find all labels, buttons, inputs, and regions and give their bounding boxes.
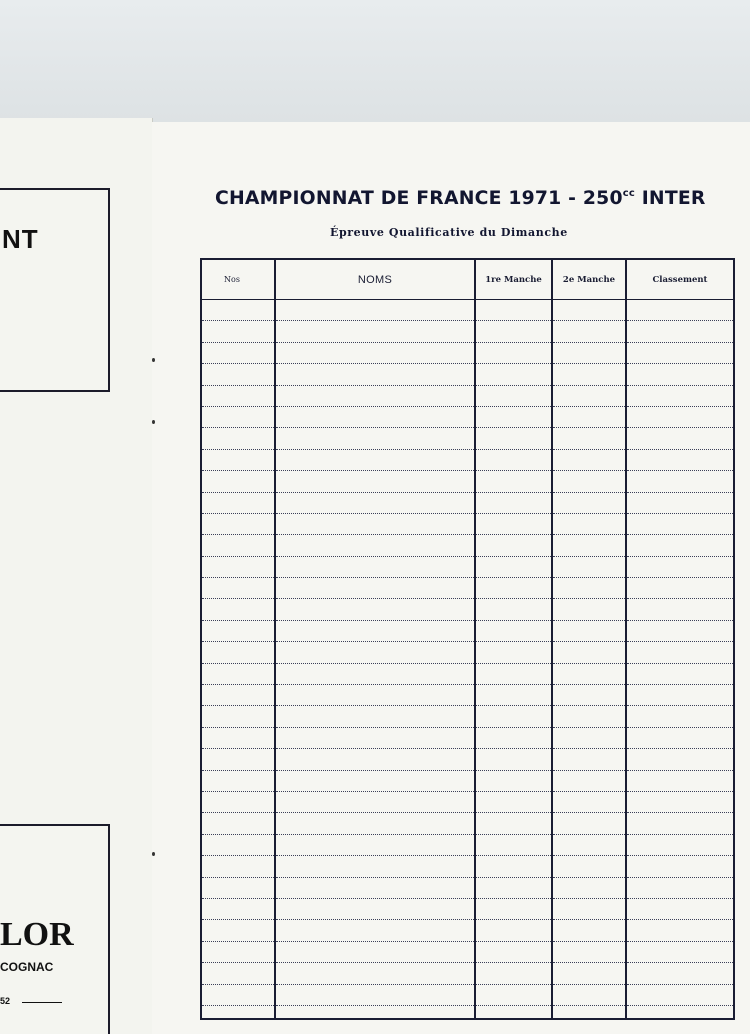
cell-manche-2 <box>552 620 626 641</box>
cell-name <box>275 471 475 492</box>
table-row <box>202 599 733 620</box>
cell-number <box>202 685 275 706</box>
cell-manche-2 <box>552 406 626 427</box>
cell-manche-2 <box>552 941 626 962</box>
cell-manche-2 <box>552 898 626 919</box>
table-row <box>202 385 733 406</box>
cell-name <box>275 941 475 962</box>
cell-name <box>275 385 475 406</box>
cell-number <box>202 642 275 663</box>
title-superscript: cc <box>622 188 635 199</box>
cell-manche-2 <box>552 813 626 834</box>
cell-classement <box>626 685 733 706</box>
cell-name <box>275 428 475 449</box>
cell-classement <box>626 920 733 941</box>
cell-number <box>202 578 275 599</box>
cell-manche-2 <box>552 492 626 513</box>
cell-manche-1 <box>475 513 552 534</box>
cell-manche-1 <box>475 984 552 1005</box>
table-row <box>202 513 733 534</box>
cell-manche-2 <box>552 385 626 406</box>
cell-manche-2 <box>552 342 626 363</box>
table-row <box>202 321 733 342</box>
cell-name <box>275 920 475 941</box>
table-row <box>202 856 733 877</box>
column-header-nos: Nos <box>202 260 275 300</box>
cell-name <box>275 1005 475 1020</box>
cell-manche-1 <box>475 300 552 321</box>
cell-manche-2 <box>552 877 626 898</box>
cell-manche-1 <box>475 578 552 599</box>
cell-name <box>275 642 475 663</box>
table-row <box>202 898 733 919</box>
cell-number <box>202 471 275 492</box>
left-page <box>0 118 153 1034</box>
table-row <box>202 449 733 470</box>
table-row <box>202 984 733 1005</box>
cell-manche-2 <box>552 834 626 855</box>
cell-name <box>275 877 475 898</box>
cell-classement <box>626 449 733 470</box>
table-row <box>202 920 733 941</box>
cell-manche-2 <box>552 300 626 321</box>
cell-manche-1 <box>475 963 552 984</box>
cell-manche-1 <box>475 364 552 385</box>
cell-manche-1 <box>475 749 552 770</box>
table-row <box>202 535 733 556</box>
cell-number <box>202 663 275 684</box>
cell-classement <box>626 578 733 599</box>
column-header-manche-1: 1re Manche <box>475 260 552 300</box>
cell-name <box>275 963 475 984</box>
cell-name <box>275 770 475 791</box>
cell-classement <box>626 492 733 513</box>
page-title <box>215 188 706 209</box>
table-row <box>202 834 733 855</box>
cell-number <box>202 727 275 748</box>
cell-classement <box>626 471 733 492</box>
cell-classement <box>626 642 733 663</box>
cell-manche-1 <box>475 770 552 791</box>
cell-classement <box>626 364 733 385</box>
cell-name <box>275 449 475 470</box>
cell-manche-1 <box>475 877 552 898</box>
table-row <box>202 406 733 427</box>
cell-manche-1 <box>475 791 552 812</box>
cell-name <box>275 706 475 727</box>
cell-name <box>275 513 475 534</box>
cell-name <box>275 663 475 684</box>
cell-name <box>275 492 475 513</box>
cell-name <box>275 898 475 919</box>
table-row <box>202 578 733 599</box>
cell-manche-2 <box>552 578 626 599</box>
advertisement-box-top <box>0 188 110 392</box>
cell-number <box>202 428 275 449</box>
cell-manche-2 <box>552 856 626 877</box>
cell-manche-2 <box>552 449 626 470</box>
cell-name <box>275 321 475 342</box>
results-table-frame <box>200 258 735 1020</box>
cell-number <box>202 941 275 962</box>
results-table <box>202 260 733 1020</box>
cell-number <box>202 492 275 513</box>
cell-number <box>202 599 275 620</box>
table-row <box>202 663 733 684</box>
table-row <box>202 685 733 706</box>
cell-manche-1 <box>475 428 552 449</box>
cell-classement <box>626 749 733 770</box>
table-row <box>202 364 733 385</box>
cell-number <box>202 706 275 727</box>
cell-manche-1 <box>475 663 552 684</box>
cell-manche-1 <box>475 321 552 342</box>
cell-classement <box>626 834 733 855</box>
cell-classement <box>626 385 733 406</box>
cell-classement <box>626 791 733 812</box>
cell-number <box>202 963 275 984</box>
cell-name <box>275 685 475 706</box>
cell-manche-2 <box>552 471 626 492</box>
column-header-noms: NOMS <box>275 260 475 300</box>
cell-number <box>202 1005 275 1020</box>
brand-fragment: LOR <box>0 916 74 953</box>
cell-manche-1 <box>475 898 552 919</box>
cell-name <box>275 342 475 363</box>
cell-classement <box>626 856 733 877</box>
cell-name <box>275 791 475 812</box>
cell-manche-1 <box>475 385 552 406</box>
cell-name <box>275 300 475 321</box>
cell-manche-1 <box>475 1005 552 1020</box>
cell-manche-1 <box>475 856 552 877</box>
cell-number <box>202 984 275 1005</box>
cell-classement <box>626 620 733 641</box>
table-row <box>202 813 733 834</box>
cell-manche-1 <box>475 813 552 834</box>
cell-manche-1 <box>475 599 552 620</box>
cell-manche-2 <box>552 984 626 1005</box>
table-row <box>202 471 733 492</box>
cell-name <box>275 578 475 599</box>
table-row <box>202 749 733 770</box>
cell-manche-1 <box>475 471 552 492</box>
cell-manche-2 <box>552 963 626 984</box>
cell-number <box>202 620 275 641</box>
cell-manche-2 <box>552 321 626 342</box>
cell-name <box>275 620 475 641</box>
cell-number <box>202 300 275 321</box>
table-row <box>202 642 733 663</box>
cell-number <box>202 556 275 577</box>
title-end: INTER <box>634 188 706 209</box>
cell-number <box>202 898 275 919</box>
table-row <box>202 791 733 812</box>
cell-manche-1 <box>475 449 552 470</box>
cell-classement <box>626 513 733 534</box>
cell-name <box>275 406 475 427</box>
cell-name <box>275 834 475 855</box>
cell-classement <box>626 599 733 620</box>
cell-classement <box>626 941 733 962</box>
table-header-row <box>202 260 733 300</box>
staple-hole <box>152 420 155 424</box>
cell-number <box>202 513 275 534</box>
table-row <box>202 727 733 748</box>
cell-classement <box>626 813 733 834</box>
cell-classement <box>626 877 733 898</box>
advertisement-text-fragment: NT <box>2 224 39 254</box>
cell-classement <box>626 984 733 1005</box>
table-row <box>202 706 733 727</box>
table-row <box>202 428 733 449</box>
cell-manche-2 <box>552 920 626 941</box>
title-main: CHAMPIONNAT DE FRANCE 1971 - 250 <box>215 188 623 209</box>
cell-manche-1 <box>475 642 552 663</box>
table-row <box>202 342 733 363</box>
column-header-classement: Classement <box>626 260 733 300</box>
cell-classement <box>626 770 733 791</box>
cell-number <box>202 385 275 406</box>
staple-hole <box>152 852 155 856</box>
cell-manche-2 <box>552 727 626 748</box>
cell-classement <box>626 406 733 427</box>
cell-number <box>202 364 275 385</box>
cell-manche-2 <box>552 642 626 663</box>
cell-classement <box>626 342 733 363</box>
city-text: COGNAC <box>0 960 54 974</box>
cell-number <box>202 813 275 834</box>
cell-classement <box>626 535 733 556</box>
table-row <box>202 300 733 321</box>
table-row <box>202 620 733 641</box>
page-subtitle: Épreuve Qualificative du Dimanche <box>330 226 568 239</box>
cell-number <box>202 770 275 791</box>
cell-classement <box>626 727 733 748</box>
cell-classement <box>626 428 733 449</box>
cell-number <box>202 920 275 941</box>
cell-manche-2 <box>552 599 626 620</box>
cell-name <box>275 727 475 748</box>
cell-manche-1 <box>475 492 552 513</box>
cell-number <box>202 342 275 363</box>
cell-manche-1 <box>475 727 552 748</box>
cell-manche-2 <box>552 535 626 556</box>
cell-manche-2 <box>552 428 626 449</box>
phone-fragment: 52 <box>0 996 11 1006</box>
cell-name <box>275 535 475 556</box>
cell-manche-2 <box>552 791 626 812</box>
cell-classement <box>626 1005 733 1020</box>
cell-name <box>275 984 475 1005</box>
cell-number <box>202 535 275 556</box>
cell-classement <box>626 898 733 919</box>
cell-manche-2 <box>552 706 626 727</box>
cell-manche-2 <box>552 513 626 534</box>
cell-classement <box>626 556 733 577</box>
column-header-manche-2: 2e Manche <box>552 260 626 300</box>
cell-name <box>275 364 475 385</box>
cell-number <box>202 791 275 812</box>
cell-name <box>275 599 475 620</box>
table-row <box>202 963 733 984</box>
cell-number <box>202 321 275 342</box>
cell-name <box>275 856 475 877</box>
table-row <box>202 556 733 577</box>
cell-name <box>275 749 475 770</box>
cell-number <box>202 406 275 427</box>
cell-manche-1 <box>475 685 552 706</box>
cell-number <box>202 449 275 470</box>
cell-number <box>202 856 275 877</box>
cell-manche-2 <box>552 364 626 385</box>
cell-manche-2 <box>552 663 626 684</box>
cell-number <box>202 877 275 898</box>
table-row <box>202 1005 733 1020</box>
cell-manche-2 <box>552 685 626 706</box>
cell-classement <box>626 963 733 984</box>
cell-number <box>202 834 275 855</box>
table-row <box>202 492 733 513</box>
cell-manche-1 <box>475 706 552 727</box>
cell-classement <box>626 706 733 727</box>
cell-manche-1 <box>475 556 552 577</box>
divider <box>22 1002 62 1003</box>
cell-classement <box>626 321 733 342</box>
cell-manche-1 <box>475 834 552 855</box>
cell-manche-2 <box>552 1005 626 1020</box>
staple-hole <box>152 358 155 362</box>
table-row <box>202 877 733 898</box>
cell-name <box>275 813 475 834</box>
background-surface <box>0 0 750 122</box>
cell-manche-1 <box>475 920 552 941</box>
cell-manche-1 <box>475 941 552 962</box>
cell-classement <box>626 300 733 321</box>
cell-manche-1 <box>475 620 552 641</box>
cell-number <box>202 749 275 770</box>
cell-manche-2 <box>552 749 626 770</box>
table-body <box>202 300 733 1021</box>
cell-classement <box>626 663 733 684</box>
cell-manche-1 <box>475 406 552 427</box>
cell-manche-1 <box>475 535 552 556</box>
cell-manche-2 <box>552 556 626 577</box>
cell-manche-2 <box>552 770 626 791</box>
cell-name <box>275 556 475 577</box>
table-row <box>202 770 733 791</box>
cell-manche-1 <box>475 342 552 363</box>
table-row <box>202 941 733 962</box>
